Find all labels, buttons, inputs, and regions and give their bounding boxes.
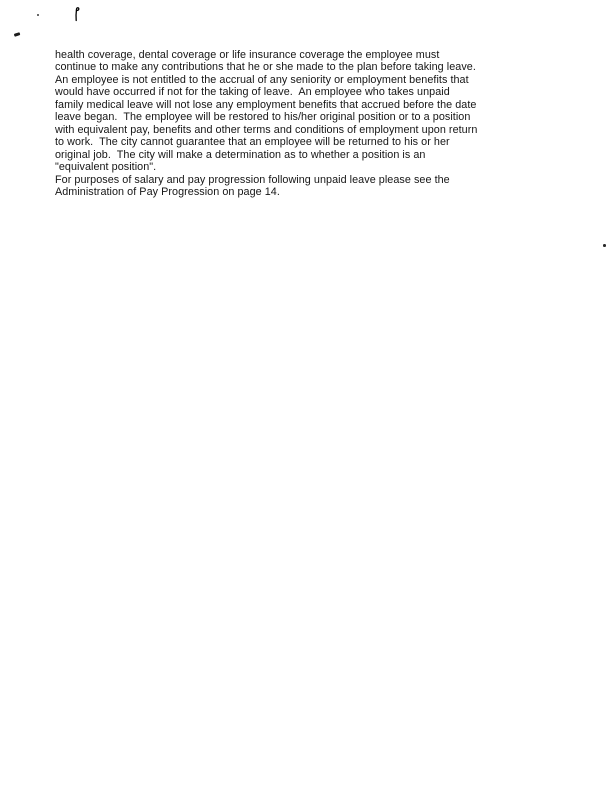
text-line: For purposes of salary and pay progression following unpaid leave please see the (55, 173, 450, 186)
text-line: to work. The city cannot guarantee that an employee will be returned to his or her (55, 136, 450, 149)
text-line: with equivalent pay, benefits and other terms and conditions of employment upon return (55, 123, 478, 136)
text-line: leave began. The employee will be restored to his/her original position or to a position (55, 111, 471, 124)
ink-speck-icon (603, 244, 606, 247)
ink-speck-icon (37, 14, 39, 16)
paragraph-employment-benefits (55, 74, 477, 174)
text-line: "equivalent position". (55, 161, 157, 174)
pen-mark-icon (72, 6, 82, 22)
text-line: health coverage, dental coverage or life insurance coverage the employee must (55, 49, 440, 61)
text-line: original job. The city will make a determination as to whether a position is an (55, 148, 426, 161)
paragraph-pay-progression (55, 174, 477, 199)
text-line: An employee is not entitled to the accrual of any seniority or employment benefits that (55, 73, 469, 86)
text-line: Administration of Pay Progression on page 14. (55, 185, 280, 198)
text-line: would have occurred if not for the taking of leave. An employee who takes unpaid (55, 86, 450, 99)
text-line: continue to make any contributions that he or she made to the plan before taking leave. (55, 61, 476, 74)
ink-smudge-icon (14, 32, 20, 36)
paragraph-health-coverage (55, 49, 477, 74)
text-line: family medical leave will not lose any employment benefits that accrued before the date (55, 98, 477, 111)
body-text (55, 49, 477, 198)
